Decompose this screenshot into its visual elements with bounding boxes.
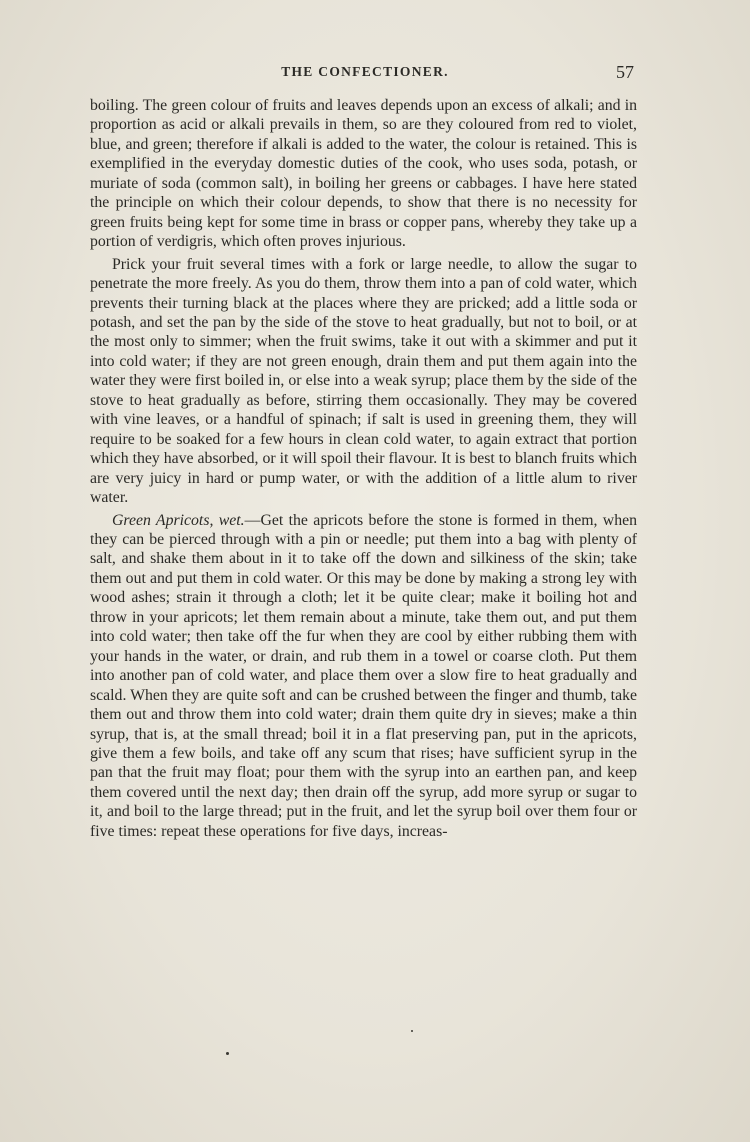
recipe-heading: Green Apricots, wet.: [112, 511, 245, 529]
ink-speck: [226, 1052, 229, 1055]
paragraph-greening: Prick your fruit several times with a fork or large needle, to allow the sugar to penetrate the more freely. As you do them, throw them into a pan of cold water, which prevents their turning black at the places where they are pricked; add a little soda or potash, and set the pan by the side of the stove to heat gradually, but not to boil, or at the most only to simmer; when the fruit swims, take it out with a skimmer and put it into cold water; if they are not green enough, drain them and put them again into the water they were first boiled in, or else into a weak syrup; place them by the side of the stove to heat gradually as before, stirring them occasionally. They may be covered with vine leaves, or a handful of spinach; if salt is used in greening them, they will require to be soaked for a few hours in clean cold water, to again extract that portion which they have absorbed, or it will spoil their flavour. It is best to blanch fruits which are very juicy in hard or pump water, or with the addition of a little alum to river water.: [90, 255, 637, 507]
paragraph-green-apricots: [90, 511, 637, 842]
page-header: [90, 62, 640, 84]
page-number: 57: [616, 62, 634, 82]
ink-speck: [411, 1030, 413, 1032]
paragraph-continuation: boiling. The green colour of fruits and leaves depends upon an excess of alkali; and in proportion as acid or alkali prevails in them, so are they coloured from red to violet, blue, and green; therefore if alkali is added to the water, the colour is retained. This is exemplified in the everyday domestic duties of the cook, who uses soda, potash, or muriate of soda (common salt), in boiling her greens or cabbages. I have here stated the principle on which their colour depends, to show that there is no necessity for green fruits being kept for some time in brass or copper pans, whereby they take up a portion of verdigris, which often proves injurious.: [90, 97, 637, 251]
running-title: THE CONFECTIONER.: [281, 64, 449, 79]
body-text: [90, 96, 637, 841]
recipe-text: —Get the apricots before the stone is formed in them, when they can be pierced through with a pin or needle; put them into a bag with plenty of salt, and shake them about in it to take off the down and silkiness of the skin; take them out and put them in cold water. Or this may be done by making a strong ley with wood ashes; strain it through a cloth; let it be quite clear; make it boiling hot and throw in your apricots; let them remain about a minute, take them out, and put them into cold water; then take off the fur when they are cool by either rubbing them with your hands in the water, or drain, and rub them in a towel or coarse cloth. Put them into another pan of cold water, and place them over a slow fire to heat gradually and scald. When they are quite soft and can be crushed between the finger and thumb, take them out and throw them into cold water; drain them quite dry in sieves; make a thin syrup, that is, at the small thread; boil it in a flat preserving pan, put in the apricots, give them a few boils, and take off any scum that rises; have sufficient syrup in the pan that the fruit may float; pour them with the syrup into an earthen pan, and keep them covered until the next day; then drain off the syrup, add more syrup or sugar to it, and boil to the large thread; put in the fruit, and let the syrup boil over them four or five times: repeat these operations for five days, increas-: [90, 511, 638, 840]
